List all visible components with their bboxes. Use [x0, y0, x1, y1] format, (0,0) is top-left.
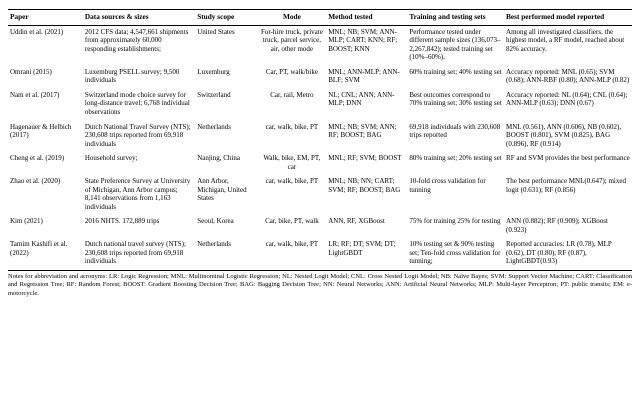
table-cell: Kim (2021) — [10, 217, 43, 226]
table-cell: Among all investigated classifiers, the highest model, a RF model, reached about 82% accuracy. — [506, 27, 625, 53]
table-cell: Nam et al. (2017) — [10, 90, 60, 99]
table-cell: Household survey; — [84, 154, 138, 163]
table-cell: car, walk, bike, PT — [258, 238, 327, 270]
column-header-4: Method tested — [326, 10, 407, 26]
table-cell: MNL; NB; SVM; ANN; RF; BOOST; BAG — [328, 122, 397, 140]
table-header-row — [8, 10, 632, 26]
table-cell: The best performance MNL(0.647); mixed logit (0.631); RF (0.856) — [506, 177, 626, 194]
table-cell: Switzerland mode choice survey for long-distance travel; 6,768 individual observations — [84, 90, 190, 116]
table-cell: ANN (0.882); RF (0.909); XGBoost (0.923) — [506, 217, 608, 234]
table-row — [8, 121, 632, 153]
column-header-6: Best performed model reported — [504, 10, 632, 26]
table-cell: Switzerland — [197, 90, 231, 99]
table-cell: Omrani (2015) — [10, 67, 52, 76]
table-row — [8, 89, 632, 121]
table-cell: Hagenauer & Helbich (2017) — [10, 122, 72, 140]
table-cell: Luxemburg — [197, 67, 230, 76]
column-header-2: Study scope — [195, 10, 257, 26]
table-cell: Performance tested under different sample sizes (136,073–2,267,842); tested training set (10%–60%). — [409, 27, 501, 62]
header-row — [8, 10, 632, 26]
column-header-3: Mode — [258, 10, 327, 26]
table-cell: ANN, RF, XGBoost — [328, 217, 385, 226]
table-row — [8, 215, 632, 238]
table-cell: Ann Arbor, Michigan, United States — [197, 177, 247, 203]
table-cell: 80% training set; 20% testing set — [409, 154, 502, 163]
table-cell: NL; CNL; ANN; ANN-MLP; DNN — [328, 90, 395, 108]
literature-review-table — [8, 9, 632, 271]
table-cell: RF and SVM provides the best performance — [506, 154, 630, 163]
table-cell: Dutch National Travel Survey (NTS); 230,608 trips reported from 69,918 individuals — [84, 122, 191, 148]
table-cell: Car, bike, PT, walk — [265, 217, 319, 226]
table-cell: 75% for training 25% for testing — [409, 217, 501, 226]
table-cell: 60% training set; 40% testing set — [409, 67, 502, 76]
table-cell: Accuracy reported: MNL (0.65); SVM (0.68); ANN-RBF (0.80); ANN-MLP (0.82) — [506, 67, 630, 85]
table-cell: 2012 CFS data; 4,547,661 shipments from approximately 60,000 responding establishments; — [84, 27, 189, 53]
table-cell: MNL (0.561), ANN (0.606), NB (0.602), BOOST (0.801), SVM (0.825), BAG (0.896), RF (0.914) — [506, 122, 622, 148]
table-cell: Accuracy reported: NL (0.64); CNL (0.64); ANN-MLP (0.63); DNN (0.67) — [506, 90, 628, 108]
table-cell: Car, PT, walk/bike — [265, 67, 318, 76]
table-cell: Best outcomes correspond to 70% training set; 30% testing set — [409, 90, 502, 108]
table-cell: Tamim Kashifi et al. (2022) — [8, 238, 83, 270]
table-row — [8, 25, 632, 66]
table-cell: Car, rail, Metro — [270, 90, 314, 99]
table-cell: Luxemburg PSELL survey; 9,500 individuals — [84, 67, 180, 85]
table-cell: Uddin et al. (2021) — [10, 27, 64, 36]
table-cell: For-hire truck, private truck, parcel service, air, other mode — [260, 27, 323, 53]
table-cell: 10-fold cross validation for tunning — [409, 177, 486, 194]
table-cell: Netherlands — [195, 238, 257, 270]
table-cell: MNL; RF; SVM; BOOST — [328, 154, 402, 163]
table-cell: Walk, bike, EM, PT, car — [263, 154, 321, 171]
table-cell: Seoul, Korea — [197, 217, 234, 226]
table-body — [8, 25, 632, 270]
column-header-1: Data sources & sizes — [83, 10, 195, 26]
table-row — [8, 175, 632, 215]
table-cell: Netherlands — [197, 122, 232, 131]
table-cell: Cheng et al. (2019) — [10, 154, 65, 163]
table-cell: 10% testing set & 90% testing set; Ten-fold cross validation for tunning; — [407, 238, 504, 270]
table-cell: Dutch national travel survey (NTS); 230,608 trips reported from 69,918 individuals — [83, 238, 195, 270]
table-cell: 2016 NHTS. 172,889 trips — [84, 217, 160, 226]
table-cell: MNL; ANN-MLP; ANN-BLF; SVM — [328, 67, 400, 85]
table-cell: car, walk, bike, PT — [265, 177, 319, 186]
table-cell: Reported accuracies: LR (0.78), MLP (0.62), DT (0.80), RF (0.87), LightGBDT(0.93) — [504, 238, 632, 270]
table-cell: Nanjing, China — [197, 154, 240, 163]
table-cell: United States — [197, 27, 235, 36]
table-cell: 69,918 individuals with 230,608 trips reported — [409, 122, 501, 140]
table-notes: Notes for abbreviation and acronyms: LR: Logic Regression; MNL: Multinominal Logistic Regression; NL: Nested Logit Model; CNL: Cross Nested Logit Model; NB: Naïve Bayes; SVM: Support Vector Machine; CART: Classification and Regression Tree; RF: Random Forest; BOOST: Gradient Boosting Decision Tree; BAG: Bagging Decision Tree; NN: Neural Networks; ANN: Artificial Neural Networks; MLP: Multi-layer Perceptron; PT: public transits; EM: e-motorcycle. — [8, 272, 632, 297]
table-cell: LR; RF; DT; SVM; DT; LightGBDT — [326, 238, 407, 270]
column-header-5: Training and testing sets — [407, 10, 504, 26]
table-cell: MNL; NB; NN; CART; SVM; RF; BOOST; BAG — [328, 177, 401, 194]
table-row — [8, 152, 632, 175]
table-cell: MNL; NB; SVM; ANN-MLP; CART; KNN; RF; BOOST; KNN — [328, 27, 398, 53]
table-cell: State Preference Survey at University of Michigan, Ann Arbor campus; 8,141 observations from 1,163 individuals — [84, 177, 191, 211]
column-header-0: Paper — [8, 10, 83, 26]
table-row — [8, 238, 632, 270]
table-row — [8, 66, 632, 89]
table-cell: car, walk, bike, PT — [265, 122, 319, 131]
table-cell: Zhao et al. (2020) — [10, 177, 61, 186]
